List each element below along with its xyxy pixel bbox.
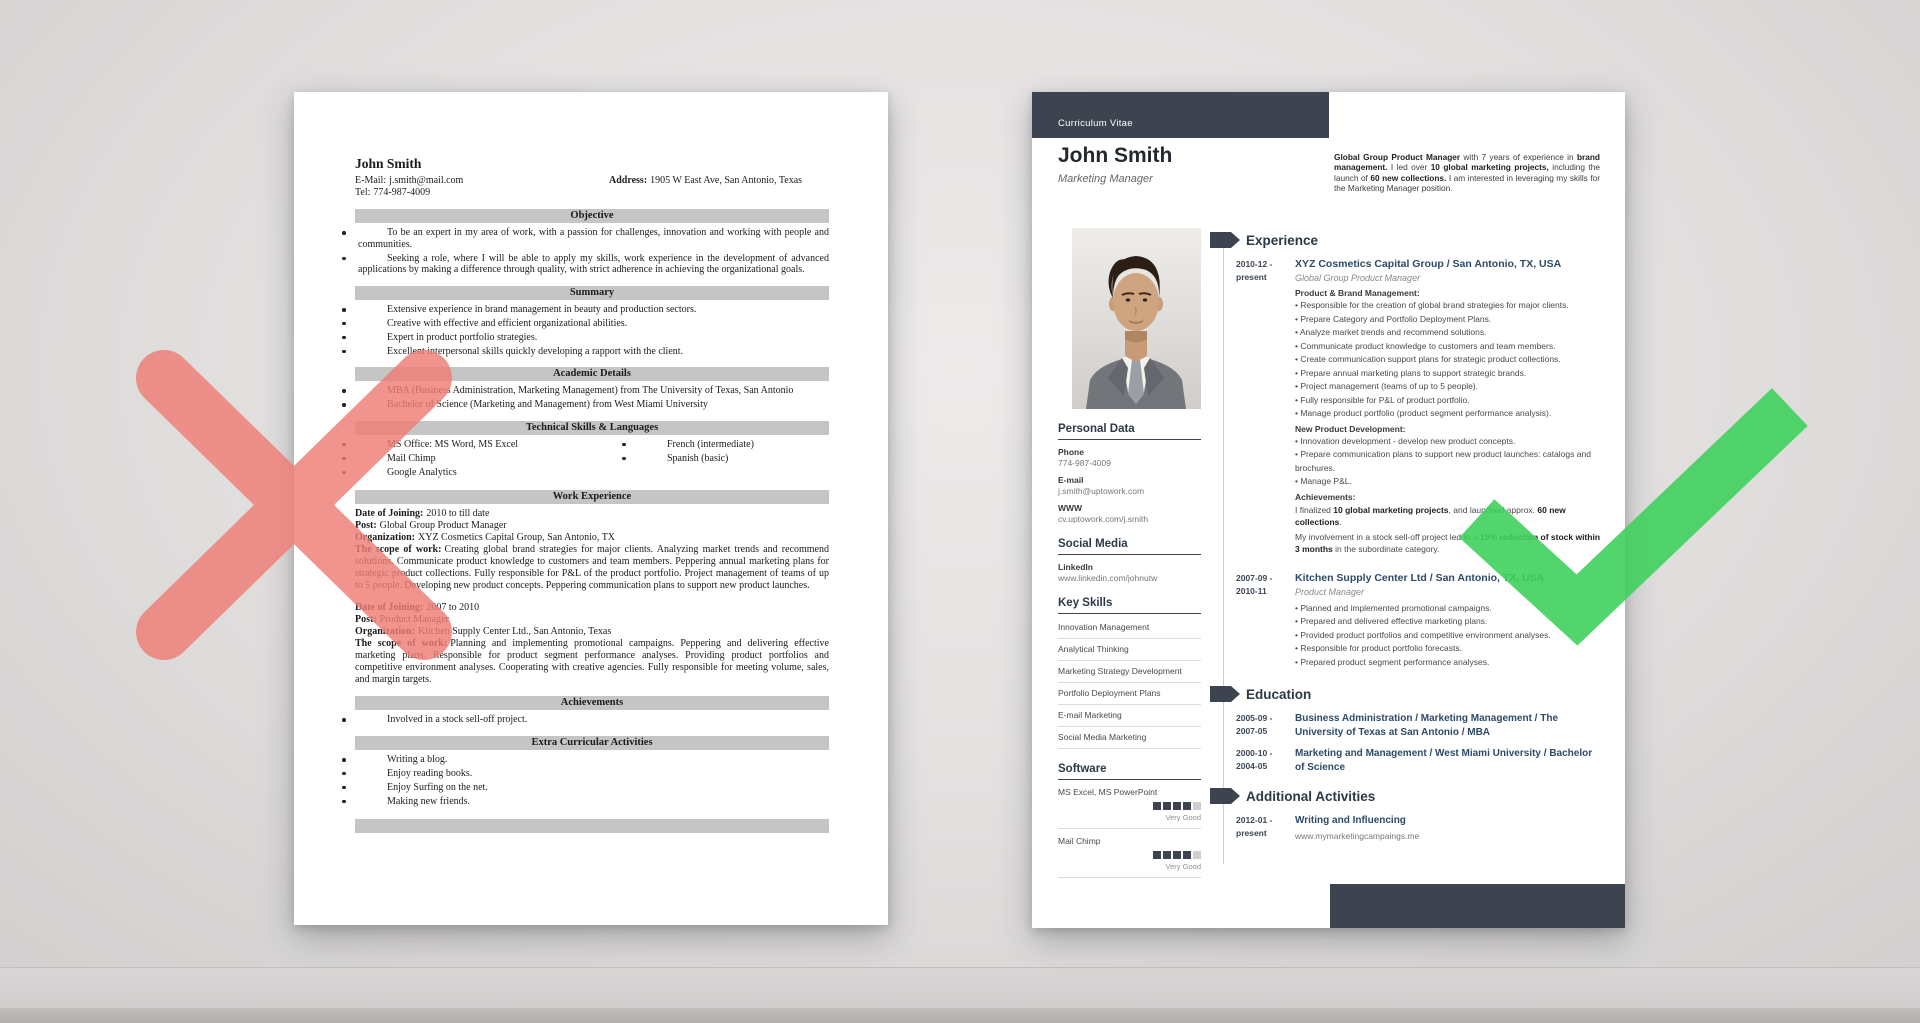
job-date-line <box>355 508 829 520</box>
software-item-2 <box>1058 836 1201 878</box>
software-rating-squares <box>1058 851 1201 859</box>
tel-line <box>355 187 829 199</box>
education-entry-1 <box>1236 712 1602 739</box>
group-heading: Achievements: <box>1295 491 1356 502</box>
sidebar-heading-social-media: Social Media <box>1058 538 1201 555</box>
summary-item: Extensive experience in brand management in beauty and production sectors. <box>358 304 829 316</box>
rating-square <box>1153 802 1161 810</box>
section-header-achievements: Achievements <box>355 696 829 710</box>
education-entry-2 <box>1236 747 1602 774</box>
duty-item: • Create communication support plans for strategic product collections. <box>1295 353 1602 367</box>
scope-text: Planning and implementing promotional campaigns. Peppering and delivering effective marketing plans. Responsible for product segment performance analyses. Providing product portfolios and competitive environment analyses. Cooperating with creative agencies. Fully responsible for meeting volume, sales, and margin targets. <box>355 638 829 686</box>
text-segment: I finalized <box>1295 504 1334 515</box>
duty-item: • Innovation development - develop new product concepts. <box>1295 435 1602 449</box>
date-line: present <box>1236 828 1267 838</box>
extra-activity-item: Making new friends. <box>358 796 829 808</box>
software-name: Mail Chimp <box>1058 836 1101 846</box>
address-line <box>609 175 802 187</box>
academic-item: MBA (Business Administration, Marketing Management) from The University of Texas, San Antonio <box>358 385 829 397</box>
job-post-line <box>355 520 829 532</box>
duty-item: • Project management (teams of up to 5 people). <box>1295 380 1602 394</box>
entry-dates <box>1236 747 1295 774</box>
date-line: present <box>1236 272 1267 282</box>
entry-body <box>1295 747 1602 774</box>
key-skill-item: Innovation Management <box>1058 617 1201 639</box>
address-value: 1905 W East Ave, San Antonio, Texas <box>650 175 803 186</box>
desk-bottom-edge <box>0 1008 1920 1023</box>
duty-item: • Prepare communication plans to support new product launches: catalogs and brochures. <box>1295 448 1602 475</box>
date-label: Date of Joining: <box>355 508 424 520</box>
extra-activities-list <box>355 754 829 807</box>
scope-label: The scope of work: <box>355 544 442 556</box>
sidebar-heading-key-skills: Key Skills <box>1058 597 1201 614</box>
date-label: Date of Joining: <box>355 602 424 614</box>
job-post-line <box>355 614 829 626</box>
duty-item: • Prepared product segment performance analyses. <box>1295 656 1602 670</box>
text-segment: 60 new collections. <box>1370 172 1447 183</box>
tel-value: 774-987-4009 <box>373 187 431 198</box>
extra-activity-item: Writing a blog. <box>358 754 829 766</box>
rating-square <box>1193 851 1201 859</box>
date-line: 2005-09 - <box>1236 713 1273 723</box>
objective-list <box>355 227 829 276</box>
duty-item: • Responsible for product portfolio forecasts. <box>1295 642 1602 656</box>
role-title: Product Manager <box>1295 586 1365 597</box>
org-label: Organization: <box>355 626 415 638</box>
software-level: Very Good <box>1165 862 1201 871</box>
summary-item: Expert in product portfolio strategies. <box>358 332 829 344</box>
section-header-academic: Academic Details <box>355 367 829 381</box>
group-heading: Product & Brand Management: <box>1295 288 1420 298</box>
sidebar <box>1058 228 1201 880</box>
cv-banner: Curriculum Vitae <box>1032 92 1329 138</box>
skills-left-list <box>355 439 635 480</box>
rating-square <box>1173 802 1181 810</box>
work-entry-1 <box>355 508 829 592</box>
duty-item: • Prepare Category and Portfolio Deployment Plans. <box>1295 313 1602 327</box>
date-line: 2010-11 <box>1236 585 1267 596</box>
duty-item: • Fully responsible for P&L of product portfolio. <box>1295 394 1602 408</box>
entry-body <box>1295 258 1602 558</box>
phone-label: Phone <box>1058 447 1084 457</box>
software-name: MS Excel, MS PowerPoint <box>1058 787 1158 797</box>
duty-item: • Responsible for the creation of global brand strategies for major clients. <box>1295 299 1602 313</box>
text-segment: 10 global marketing projects <box>1333 504 1449 515</box>
extra-activity-item: Enjoy Surfing on the net. <box>358 782 829 794</box>
extra-activity-item: Enjoy reading books. <box>358 768 829 780</box>
achievement-text <box>1295 531 1602 556</box>
date-line: 2007-05 <box>1236 726 1268 736</box>
bad-resume-name: John Smith <box>355 156 422 171</box>
desk-front-edge <box>0 967 1920 1009</box>
text-segment: , and launched approx. <box>1448 504 1538 515</box>
section-header-skills: Technical Skills & Languages <box>355 421 829 435</box>
date-line: 2007-09 - <box>1236 572 1273 583</box>
text-segment: brand management. <box>1334 152 1600 173</box>
profile-photo <box>1072 228 1201 409</box>
section-header-summary: Summary <box>355 286 829 300</box>
section-arrow-icon <box>1210 686 1240 702</box>
main-column <box>1210 232 1602 855</box>
section-header-empty <box>355 819 829 833</box>
rating-square <box>1183 802 1191 810</box>
job-org-line <box>355 626 829 638</box>
text-segment: . <box>1339 517 1342 527</box>
skill-item: Google Analytics <box>358 467 635 479</box>
objective-item: To be an expert in my area of work, with a passion for challenges, innovation and working with people and communities. <box>358 227 829 250</box>
date-value: 2010 to till date <box>426 508 490 520</box>
section-title: Experience <box>1246 232 1319 248</box>
entry-dates <box>1236 572 1295 673</box>
key-skill-item: Marketing Strategy Development <box>1058 661 1201 683</box>
summary-item: Excellent interpersonal skills quickly developing a rapport with the client. <box>358 346 829 358</box>
activity-link: www.mymarketingcampaings.me <box>1295 830 1420 841</box>
text-segment: including the launch of <box>1334 162 1600 183</box>
objective-item: Seeking a role, where I will be able to apply my skills, work experience in the development of advanced applications by making a difference through quality, with strict adherence in achieving the organizational goals. <box>358 252 829 276</box>
duty-item: • Manage product portfolio (product segment performance analysis). <box>1295 407 1602 421</box>
sidebar-heading-software: Software <box>1058 763 1201 780</box>
duty-item: • Manage P&L. <box>1295 475 1602 489</box>
www-label: WWW <box>1058 503 1083 513</box>
section-header-extra: Extra Curricular Activities <box>355 736 829 750</box>
email-label: E-Mail: <box>355 175 387 186</box>
duty-item: • Prepared and delivered effective marketing plans. <box>1295 615 1602 629</box>
key-skills-list <box>1058 617 1201 749</box>
org-label: Organization: <box>355 532 415 544</box>
org-value: XYZ Cosmetics Capital Group, San Antonio, TX <box>418 532 616 544</box>
key-skill-item: E-mail Marketing <box>1058 705 1201 727</box>
entry-body <box>1295 712 1602 739</box>
experience-entry-2 <box>1236 572 1602 673</box>
software-item-1 <box>1058 787 1201 829</box>
duty-list <box>1295 602 1602 670</box>
achievements-list <box>355 714 829 726</box>
scope-label: The scope of work: <box>355 638 448 650</box>
entry-body <box>1295 572 1602 673</box>
rating-square <box>1163 802 1171 810</box>
www-value: cv.uptowork.com/j.smith <box>1058 514 1149 524</box>
job-org-line <box>355 532 829 544</box>
experience-entry-1 <box>1236 258 1602 558</box>
language-item: Spanish (basic) <box>638 453 829 465</box>
achievement-text <box>1295 504 1602 529</box>
education-text: Marketing and Management / West Miami University / Bachelor of Science <box>1295 748 1593 773</box>
date-line: 2010-12 - <box>1236 259 1273 269</box>
address-label: Address: <box>609 175 648 186</box>
key-skill-item: Analytical Thinking <box>1058 639 1201 661</box>
text-segment: My involvement in a stock sell-off project led to a <box>1295 531 1481 542</box>
date-value: 2007 to 2010 <box>426 602 480 614</box>
section-header-objective: Objective <box>355 209 829 223</box>
job-scope <box>355 544 829 592</box>
experience-section-heading <box>1210 232 1602 248</box>
duty-item: • Provided product portfolios and competitive environment analyses. <box>1295 629 1602 643</box>
activity-text: Writing and Influencing <box>1295 815 1406 826</box>
additional-activities-section-heading <box>1210 788 1602 804</box>
rating-square <box>1173 851 1181 859</box>
rating-square <box>1193 802 1201 810</box>
sidebar-heading-personal-data: Personal Data <box>1058 423 1201 440</box>
text-segment: 10 global marketing projects, <box>1430 162 1549 173</box>
duty-item: • Planned and implemented promotional campaigns. <box>1295 602 1602 616</box>
profile-summary <box>1334 152 1600 194</box>
date-line: 2012-01 - <box>1236 815 1273 825</box>
job-date-line <box>355 602 829 614</box>
software-level: Very Good <box>1165 813 1201 822</box>
tel-label: Tel: <box>355 187 371 198</box>
bad-resume-contact <box>355 175 829 199</box>
email-value: j.smith@mail.com <box>389 175 464 186</box>
company-name: Kitchen Supply Center Ltd / San Antonio, TX, USA <box>1295 571 1545 584</box>
section-header-work: Work Experience <box>355 490 829 504</box>
bad-resume-page <box>294 92 888 925</box>
text-segment: 60 new collections <box>1295 504 1566 527</box>
good-resume-job-title: Marketing Manager <box>1058 173 1153 185</box>
post-label: Post: <box>355 614 377 626</box>
entry-dates <box>1236 712 1295 739</box>
phone-value: 774-987-4009 <box>1058 458 1111 468</box>
work-entry-2 <box>355 602 829 686</box>
email-label: E-mail <box>1058 475 1084 485</box>
date-line: 2000-10 - <box>1236 748 1273 758</box>
good-resume-name: John Smith <box>1058 144 1173 167</box>
text-segment: I am interested in leveraging my skills for the Marketing Manager position. <box>1334 172 1601 194</box>
rating-square <box>1183 851 1191 859</box>
entry-dates <box>1236 258 1295 558</box>
duty-list <box>1295 299 1602 421</box>
language-item: French (intermediate) <box>638 439 829 451</box>
duty-item: • Communicate product knowledge to customers and team members. <box>1295 340 1602 354</box>
section-arrow-icon <box>1210 232 1240 248</box>
section-arrow-icon <box>1210 788 1240 804</box>
academic-item: Bachelor of Science (Marketing and Management) from West Miami University <box>358 399 829 411</box>
skill-item: Mail Chimp <box>358 453 635 465</box>
key-skill-item: Portfolio Deployment Plans <box>1058 683 1201 705</box>
text-segment: Global Group Product Manager <box>1334 152 1461 162</box>
section-title: Additional Activities <box>1246 788 1376 804</box>
rating-square <box>1153 851 1161 859</box>
post-value: Global Group Product Manager <box>379 520 507 532</box>
date-line: 2004-05 <box>1236 761 1268 771</box>
rating-square <box>1163 851 1171 859</box>
post-label: Post: <box>355 520 377 532</box>
group-heading: New Product Development: <box>1295 423 1406 434</box>
text-segment: with 7 years of experience in <box>1460 152 1577 162</box>
entry-body <box>1295 814 1602 841</box>
academic-list <box>355 385 829 411</box>
additional-activity-entry <box>1236 814 1602 841</box>
section-title: Education <box>1246 686 1312 702</box>
summary-list <box>355 304 829 357</box>
software-rating-squares <box>1058 802 1201 810</box>
job-scope <box>355 638 829 686</box>
good-resume-page <box>1032 92 1625 928</box>
linkedin-label: LinkedIn <box>1058 562 1093 572</box>
footer-accent-block <box>1330 884 1625 928</box>
text-segment: I led over <box>1387 162 1431 173</box>
duty-item: • Prepare annual marketing plans to support strategic brands. <box>1295 367 1602 381</box>
duty-item: • Analyze market trends and recommend solutions. <box>1295 326 1602 340</box>
achievement-item: Involved in a stock sell-off project. <box>358 714 829 726</box>
education-text: Business Administration / Marketing Management / The University of Texas at San Antonio / MBA <box>1295 713 1559 738</box>
role-title: Global Group Product Manager <box>1295 273 1421 283</box>
summary-item: Creative with effective and efficient organizational abilities. <box>358 318 829 330</box>
key-skill-item: Social Media Marketing <box>1058 727 1201 749</box>
entry-dates <box>1236 814 1295 841</box>
org-value: Kitchen Supply Center Ltd., San Antonio, Texas <box>418 626 612 638</box>
scope-text: Creating global brand strategies for major clients. Analyzing market trends and recommend solutions. Communicate product knowledge to customers and team members. Peppering annual marketing plans for strategic product collections. Fully responsible for P&L of the product portfolio. Project management of teams of up to 5 people. Developing new product concepts. Peppering communication plans to support new product launches. <box>355 544 829 592</box>
skills-right-list <box>635 439 829 480</box>
linkedin-value: www.linkedin.com/johnutw <box>1058 573 1158 583</box>
skill-item: MS Office: MS Word, MS Excel <box>358 439 635 451</box>
skills-columns <box>355 439 829 480</box>
text-segment: in the subordinate category. <box>1332 544 1440 554</box>
post-value: Product Manager <box>379 614 449 626</box>
company-name: XYZ Cosmetics Capital Group / San Antonio, TX, USA <box>1295 258 1562 270</box>
text-segment: 19% reduction of stock within 3 months <box>1295 531 1601 554</box>
email-value: j.smith@uptowork.com <box>1058 486 1145 496</box>
education-section-heading <box>1210 686 1602 702</box>
duty-list <box>1295 435 1602 489</box>
